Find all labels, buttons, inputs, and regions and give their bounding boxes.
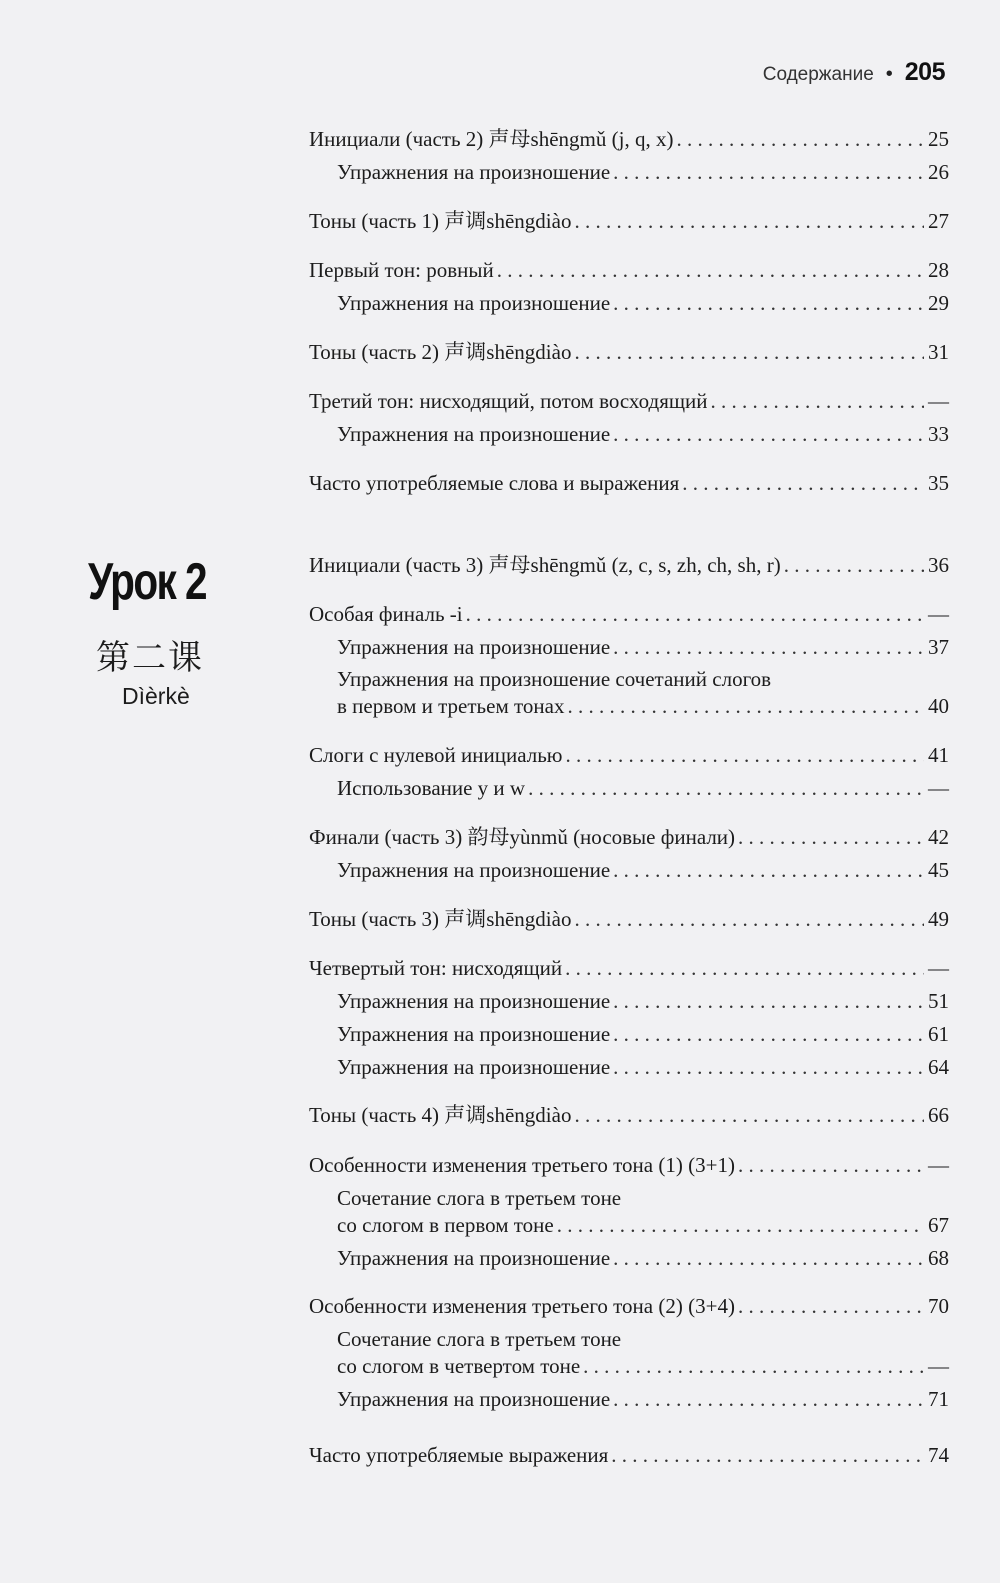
toc-entry[interactable] [309, 1442, 949, 1468]
toc-entry-page: 61 [928, 1022, 949, 1046]
toc-entry[interactable] [337, 1245, 949, 1271]
toc-entry[interactable] [309, 126, 949, 152]
toc-entry-title: Упражнения на произношение [337, 422, 611, 446]
toc-entry-page: 40 [928, 694, 949, 718]
toc-entry[interactable] [309, 1102, 949, 1128]
dot-leader [567, 693, 924, 719]
dot-leader [676, 126, 924, 152]
lesson-title: Урок 2 [88, 553, 207, 611]
dot-leader [613, 290, 924, 316]
toc-entry-title: в первом и третьем тонах [337, 694, 565, 718]
dot-leader [611, 1442, 924, 1468]
toc-entry-title: Тоны (часть 2) 声调shēngdiào [309, 340, 572, 364]
toc-entry-title: Инициали (часть 3) 声母shēngmǔ (z, c, s, zh, ch, sh, r) [309, 553, 781, 577]
toc-entry-page: — [928, 1153, 949, 1177]
toc-entry[interactable] [337, 1212, 949, 1238]
toc-entry[interactable] [337, 988, 949, 1014]
toc-entry-page: 45 [928, 858, 949, 882]
toc-entry-title: со слогом в первом тоне [337, 1213, 554, 1237]
toc-entry[interactable] [309, 824, 949, 850]
dot-leader [613, 1021, 924, 1047]
toc-entry-page: 31 [928, 340, 949, 364]
toc-entry[interactable] [337, 693, 949, 719]
toc-entry-title: Третий тон: нисходящий, потом восходящий [309, 389, 708, 413]
toc-entry-page: 49 [928, 907, 949, 931]
toc-entry-title: Часто употребляемые выражения [309, 1443, 609, 1467]
toc-entry-title: Сочетание слога в третьем тоне [337, 1186, 622, 1210]
toc-entry[interactable] [337, 634, 949, 660]
dot-leader [682, 470, 924, 496]
dot-leader [613, 1386, 924, 1412]
dot-leader [497, 257, 924, 283]
toc-entry[interactable] [337, 290, 949, 316]
dot-leader [613, 1245, 924, 1271]
dot-leader [784, 552, 924, 578]
dot-leader [738, 824, 924, 850]
toc-entry-title: Слоги с нулевой инициалью [309, 743, 563, 767]
toc-entry[interactable] [337, 1054, 949, 1080]
toc-entry[interactable] [309, 906, 949, 932]
toc-entry-title: Особенности изменения третьего тона (2) (3+4) [309, 1294, 735, 1318]
lesson-heading [88, 553, 238, 710]
toc-entry-page: 64 [928, 1055, 949, 1079]
toc-entry-title: Упражнения на произношение [337, 1055, 611, 1079]
toc-entry-page: 25 [928, 127, 949, 151]
toc-entry-page: 70 [928, 1294, 949, 1318]
toc-entry-title: Финали (часть 3) 韵母yùnmǔ (носовые финали) [309, 825, 736, 849]
toc-entry-page: 29 [928, 291, 949, 315]
toc-entry[interactable] [309, 1152, 949, 1178]
toc-entry[interactable] [337, 421, 949, 447]
toc-entry[interactable] [309, 742, 949, 768]
lesson-pinyin-title: Dìèrkè [122, 683, 190, 709]
toc-entry-title: Четвертый тон: нисходящий [309, 956, 563, 980]
toc-entry[interactable] [309, 955, 949, 981]
toc-entry[interactable] [309, 388, 949, 414]
toc-entry-title: Упражнения на произношение [337, 1022, 611, 1046]
dot-leader [711, 388, 924, 414]
toc-entry-page: 41 [928, 743, 949, 767]
toc-entry-title: Упражнения на произношение [337, 291, 611, 315]
toc-entry[interactable] [337, 1386, 949, 1412]
bullet-separator: • [885, 63, 893, 85]
toc-entry-title: Особенности изменения третьего тона (1) (3+1) [309, 1153, 735, 1177]
toc-entry-page: — [928, 602, 949, 626]
toc-entry-page: 42 [928, 825, 949, 849]
toc-entry[interactable] [309, 470, 949, 496]
dot-leader [528, 775, 924, 801]
dot-leader [613, 988, 924, 1014]
dot-leader [613, 634, 924, 660]
toc-entry-page: 68 [928, 1246, 949, 1270]
dot-leader [613, 421, 924, 447]
toc-entry-page: — [928, 956, 949, 980]
toc-entry-page: 28 [928, 258, 949, 282]
toc-entry-page: 66 [928, 1103, 949, 1127]
lesson-chinese-title: 第二课 [96, 638, 204, 678]
toc-entry[interactable] [309, 601, 949, 627]
toc-entry-page: 67 [928, 1213, 949, 1237]
toc-entry-page: 74 [928, 1443, 949, 1467]
toc-entry-page: — [928, 776, 949, 800]
toc-entry-title: Тоны (часть 1) 声调shēngdiào [309, 209, 572, 233]
dot-leader [613, 857, 924, 883]
dot-leader [557, 1212, 924, 1238]
dot-leader [565, 955, 924, 981]
toc-entry-title: Упражнения на произношение [337, 635, 611, 659]
toc-entry[interactable] [309, 1293, 949, 1319]
toc-entry-title: Особая финаль -i [309, 602, 463, 626]
toc-entry-page: 35 [928, 471, 949, 495]
toc-entry-title: Первый тон: ровный [309, 258, 494, 282]
toc-entry[interactable] [337, 666, 949, 692]
toc-entry-title: Упражнения на произношение [337, 989, 611, 1013]
running-header-section: Содержание [762, 64, 874, 85]
toc-entry[interactable] [337, 159, 949, 185]
dot-leader [583, 1353, 924, 1379]
toc-entry[interactable] [337, 1353, 949, 1379]
dot-leader [574, 339, 924, 365]
toc-entry-title: Упражнения на произношение [337, 1387, 611, 1411]
toc-entry-title: Упражнения на произношение [337, 1246, 611, 1270]
dot-leader [738, 1152, 924, 1178]
toc-entry-title: Тоны (часть 4) 声调shēngdiào [309, 1103, 572, 1127]
dot-leader [565, 742, 924, 768]
toc-entry[interactable] [337, 775, 949, 801]
toc-entry-title: Упражнения на произношение [337, 858, 611, 882]
toc-entry-page: 27 [928, 209, 949, 233]
dot-leader [613, 159, 924, 185]
toc-entry[interactable] [337, 1326, 949, 1352]
toc-entry-title: Часто употребляемые слова и выражения [309, 471, 680, 495]
dot-leader [574, 208, 924, 234]
page-number: 205 [904, 58, 945, 86]
toc-entry-title: Сочетание слога в третьем тоне [337, 1327, 622, 1351]
toc-entry[interactable] [309, 552, 949, 578]
running-header [763, 58, 945, 87]
toc-entry-page: 26 [928, 160, 949, 184]
toc-entry-title: Упражнения на произношение сочетаний слогов [337, 667, 772, 691]
toc-entry-page: — [928, 389, 949, 413]
toc-entry[interactable] [309, 339, 949, 365]
toc-entry-title: Использование y и w [337, 776, 526, 800]
toc-entry-page: 33 [928, 422, 949, 446]
dot-leader [574, 1102, 924, 1128]
toc-entry[interactable] [337, 1185, 949, 1211]
toc-entry-title: Упражнения на произношение [337, 160, 611, 184]
dot-leader [738, 1293, 924, 1319]
toc-entry[interactable] [337, 1021, 949, 1047]
toc-entry-title: со слогом в четвертом тоне [337, 1354, 581, 1378]
toc-entry-page: 36 [928, 553, 949, 577]
toc-entry[interactable] [309, 257, 949, 283]
toc-entry-page: — [928, 1354, 949, 1378]
toc-entry[interactable] [337, 857, 949, 883]
toc-entry-page: 51 [928, 989, 949, 1013]
dot-leader [613, 1054, 924, 1080]
toc-entry-title: Инициали (часть 2) 声母shēngmǔ (j, q, x) [309, 127, 674, 151]
dot-leader [466, 601, 924, 627]
toc-entry-title: Тоны (часть 3) 声调shēngdiào [309, 907, 572, 931]
dot-leader [574, 906, 924, 932]
toc-entry[interactable] [309, 208, 949, 234]
toc-entry-page: 71 [928, 1387, 949, 1411]
toc-entry-page: 37 [928, 635, 949, 659]
